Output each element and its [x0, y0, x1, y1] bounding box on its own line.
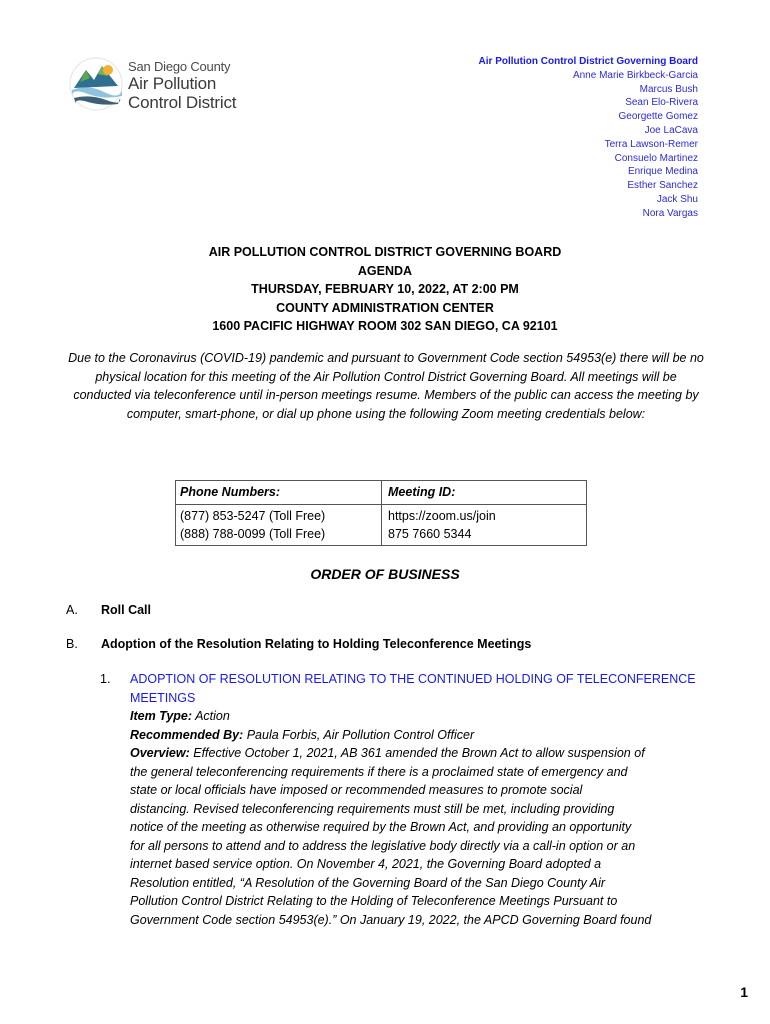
phone-numbers-header: Phone Numbers: — [176, 481, 382, 505]
zoom-join-link[interactable]: https://zoom.us/join — [388, 509, 496, 523]
overview-text: distancing. Revised teleconferencing requirements must still be met, including providing — [130, 801, 615, 816]
meeting-id-header: Meeting ID: — [382, 481, 587, 505]
meeting-id-value: 875 7660 5344 — [388, 527, 472, 541]
overview-label: Overview: — [130, 746, 190, 760]
item-type-line — [130, 707, 700, 726]
overview-text: for all persons to attend and to address the legislative body directly via a call-in option or an — [130, 838, 636, 853]
order-of-business-title: ORDER OF BUSINESS — [310, 566, 460, 582]
item-number: 1. — [100, 672, 111, 686]
agenda-heading — [0, 243, 770, 336]
logo-air-pollution-text: Air Pollution — [128, 74, 217, 93]
board-title: Air Pollution Control District Governing Board — [478, 56, 698, 67]
overview-text: internet based service option. On November 4, 2021, the Governing Board adopted a — [130, 857, 602, 871]
heading-agenda: AGENDA — [357, 263, 413, 278]
board-member: Terra Lawson-Remer — [604, 138, 698, 150]
item-title-link-continued[interactable]: MEETINGS — [130, 690, 196, 705]
overview-text: notice of the meeting as otherwise required by the Brown Act, and providing an opportunity — [130, 820, 632, 834]
section-letter: A. — [66, 603, 78, 617]
mountain-sun-logo-icon — [68, 56, 124, 112]
overview-text: Government Code section 54953(e).” On January 19, 2022, the APCD Governing Board found — [130, 912, 652, 927]
board-members-list — [479, 55, 698, 221]
recommended-by-value: Paula Forbis, Air Pollution Control Officer — [243, 727, 475, 742]
board-member: Joe LaCava — [644, 124, 698, 136]
section-letter: B. — [66, 637, 78, 651]
board-member: Enrique Medina — [627, 166, 698, 178]
overview-text: Effective October 1, 2021, AB 361 amended the Brown Act to allow suspension of — [189, 746, 645, 760]
overview-text: state or local officials have imposed or recommended measures to promote social — [130, 783, 583, 797]
item-body — [130, 670, 700, 929]
board-member: Esther Sanchez — [627, 180, 698, 192]
section-title: Roll Call — [101, 603, 152, 617]
phone-number: (888) 788-0099 (Toll Free) — [180, 527, 326, 541]
heading-board-name: AIR POLLUTION CONTROL DISTRICT GOVERNING BOARD — [208, 245, 562, 259]
covid-notice-paragraph: Due to the Coronavirus (COVID-19) pandemic and pursuant to Government Code section 54953(e) there will be no physical location for this meeting of the Air Pollution Control District Governing Board. All meetings will be conducted via teleconference until in-person meetings resume. Members of the public can access the meeting by computer, smart-phone, or dial up phone using the following Zoom meeting credentials below: — [68, 351, 704, 421]
apcd-logo — [68, 56, 248, 116]
zoom-credentials-table — [175, 480, 587, 546]
heading-date: THURSDAY, FEBRUARY 10, 2022, AT 2:00 PM — [251, 282, 519, 296]
board-member: Georgette Gomez — [618, 111, 698, 123]
logo-county-text: San Diego County — [128, 59, 231, 74]
section-title: Adoption of the Resolution Relating to Holding Teleconference Meetings — [101, 637, 532, 651]
page-number: 1 — [740, 984, 748, 1000]
item-type-value: Action — [192, 709, 230, 723]
board-member: Anne Marie Birkbeck-Garcia — [572, 69, 698, 81]
board-member: Nora Vargas — [642, 207, 698, 219]
phone-numbers-cell — [176, 505, 382, 546]
phone-number: (877) 853-5247 (Toll Free) — [180, 509, 326, 523]
board-member: Consuelo Martinez — [614, 152, 698, 164]
logo-wordmark — [128, 60, 236, 111]
item-title-link[interactable]: ADOPTION OF RESOLUTION RELATING TO THE CONTINUED HOLDING OF TELECONFERENCE — [130, 672, 696, 686]
heading-address: 1600 PACIFIC HIGHWAY ROOM 302 SAN DIEGO, CA 92101 — [212, 319, 558, 333]
overview-text: the general teleconferencing requirements if there is a proclaimed state of emergency and — [130, 764, 628, 779]
logo-control-district-text: Control District — [128, 93, 237, 112]
overview-text: Resolution entitled, “A Resolution of the Governing Board of the San Diego County Air — [130, 875, 606, 890]
item-type-label: Item Type: — [130, 709, 193, 723]
overview-text: Pollution Control District Relating to the Holding of Teleconference Meetings Pursuant to — [130, 894, 618, 908]
board-member: Jack Shu — [656, 193, 698, 205]
heading-venue: COUNTY ADMINISTRATION CENTER — [276, 300, 494, 315]
board-member: Sean Elo-Rivera — [625, 97, 698, 109]
meeting-id-cell — [382, 505, 587, 546]
recommended-by-line — [130, 726, 700, 745]
board-member: Marcus Bush — [639, 83, 698, 95]
overview-line — [130, 744, 700, 763]
recommended-by-label: Recommended By: — [130, 727, 244, 742]
